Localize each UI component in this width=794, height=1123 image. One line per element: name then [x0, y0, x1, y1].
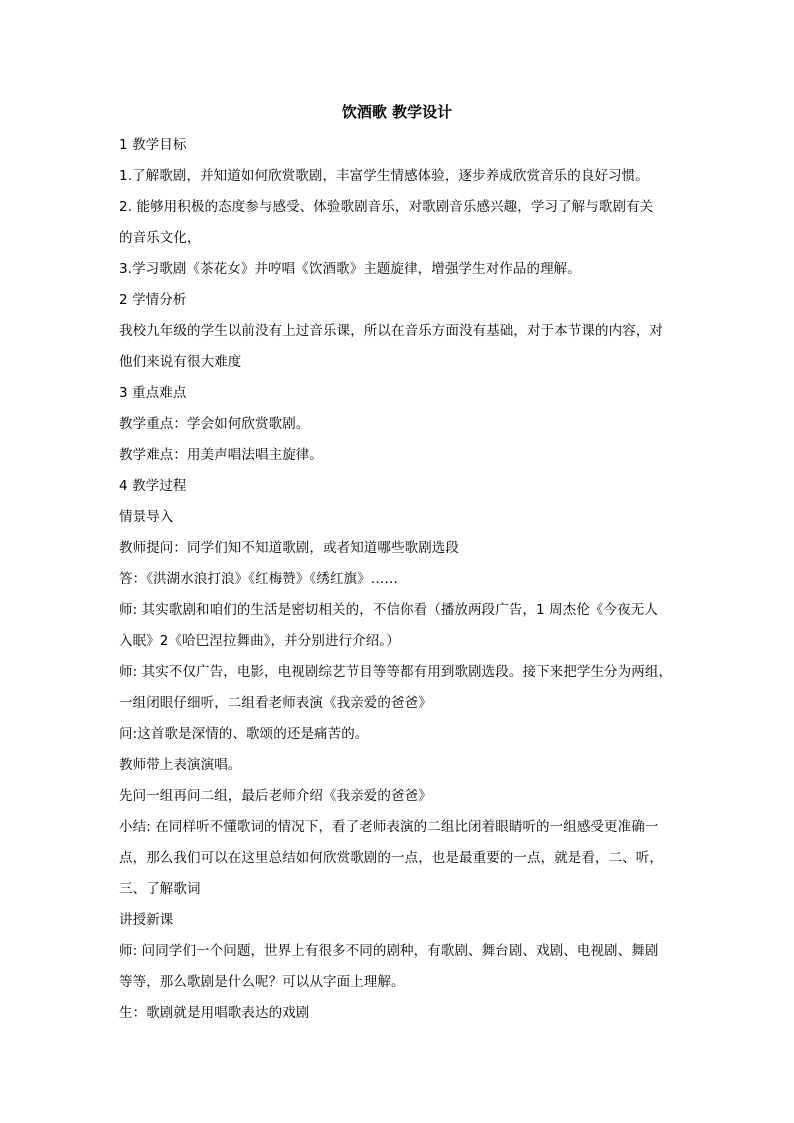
- summary-line: 点，那么我们可以在这里总结如何欣赏歌剧的一点，也是最重要的一点，就是看，二、听，: [119, 850, 663, 866]
- document-title: 饮酒歌 教学设计: [341, 103, 453, 121]
- paragraph-line: 教师带上表演演唱。: [119, 757, 242, 773]
- summary-line: 小结: 在同样听不懂歌词的情况下，看了老师表演的二组比闭着眼睛听的一组感受更准确一: [119, 819, 659, 835]
- subheading-new-lesson: 讲授新课: [119, 912, 174, 928]
- paragraph-line: 师: 其实歌剧和咱们的生活是密切相关的，不信你看（播放两段广告，1 周杰伦《今夜无人: [119, 602, 658, 618]
- goal-1: 1.了解歌剧，并知道如何欣赏歌剧，丰富学生情感体验，逐步养成欣赏音乐的良好习惯。: [119, 168, 649, 184]
- heading-teaching-goals: 1 教学目标: [119, 137, 187, 153]
- difficult-point: 教学难点：用美声唱法唱主旋律。: [119, 447, 323, 463]
- paragraph-line: 入眠》2《哈巴涅拉舞曲》，并分别进行介绍。）: [119, 633, 400, 649]
- heading-teaching-process: 4 教学过程: [119, 478, 187, 494]
- analysis-part-2: 他们来说有很大难度: [119, 354, 242, 370]
- key-point: 教学重点：学会如何欣赏歌剧。: [119, 416, 310, 432]
- goal-3: 3.学习歌剧《茶花女》并哼唱《饮酒歌》主题旋律，增强学生对作品的理解。: [119, 261, 581, 277]
- heading-student-analysis: 2 学情分析: [119, 292, 187, 308]
- summary-line: 三、了解歌词: [119, 881, 201, 897]
- paragraph-line: 教师提问：同学们知不知道歌剧，或者知道哪些歌剧选段: [119, 540, 459, 556]
- paragraph-line: 师: 问同学们一个问题，世界上有很多不同的剧种，有歌剧、舞台剧、戏剧、电视剧、舞剧: [119, 943, 659, 959]
- heading-key-points: 3 重点难点: [119, 385, 187, 401]
- paragraph-line: 先问一组再问二组，最后老师介绍《我亲爱的爸爸》: [119, 788, 432, 804]
- paragraph-line: 生：歌剧就是用唱歌表达的戏剧: [119, 1005, 310, 1021]
- paragraph-line: 问:这首歌是深情的、歌颂的还是痛苦的。: [119, 726, 369, 742]
- paragraph-line: 一组闭眼仔细听，二组看老师表演《我亲爱的爸爸》: [119, 695, 432, 711]
- document-body: [119, 130, 679, 1029]
- paragraph-line: 师: 其实不仅广告，电影，电视剧综艺节目等等都有用到歌剧选段。接下来把学生分为两组，: [119, 664, 673, 680]
- goal-2-part-1: 2. 能够用积极的态度参与感受、体验歌剧音乐，对歌剧音乐感兴趣，学习了解与歌剧有关: [119, 199, 654, 215]
- subheading-scene-intro: 情景导入: [119, 509, 174, 525]
- paragraph-line: 答：《洪湖水浪打浪》《红梅赞》《绣红旗》……: [119, 571, 398, 587]
- goal-2-part-2: 的音乐文化，: [119, 230, 201, 246]
- analysis-part-1: 我校九年级的学生以前没有上过音乐课，所以在音乐方面没有基础，对于本节课的内容，对: [119, 323, 663, 339]
- paragraph-line: 等等，那么歌剧是什么呢？可以从字面上理解。: [119, 974, 405, 990]
